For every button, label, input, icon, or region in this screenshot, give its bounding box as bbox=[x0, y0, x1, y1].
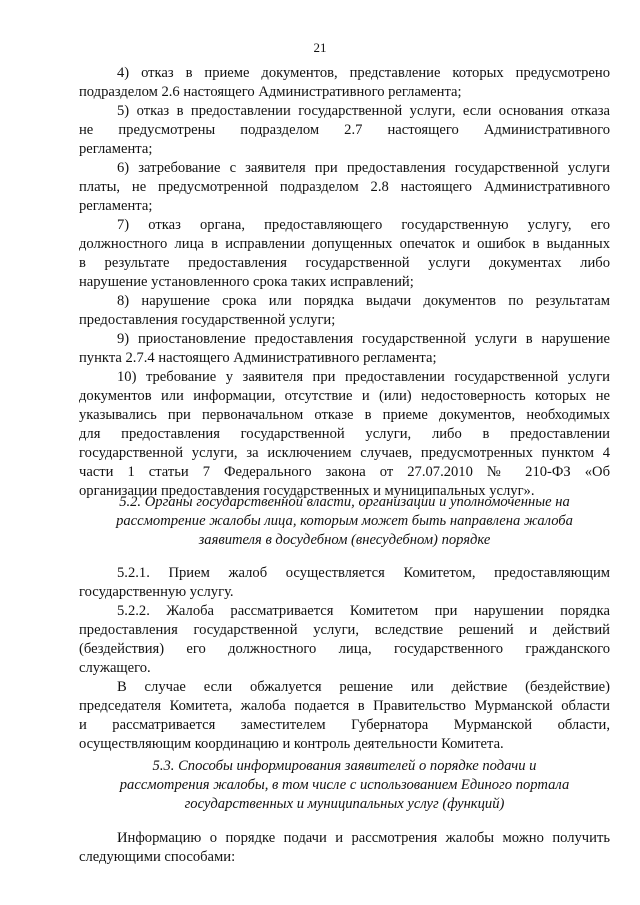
text-line: 5.2.2. Жалоба рассматривается Комитетом при нарушении порядка bbox=[117, 603, 610, 619]
paragraph bbox=[79, 602, 610, 678]
list-item bbox=[79, 330, 610, 368]
page-number: 21 bbox=[313, 40, 327, 55]
text-line: В случае если обжалуется решение или действие (бездействие) bbox=[117, 679, 610, 695]
text-line: 4) отказ в приеме документов, представление которых предусмотрено bbox=[117, 65, 610, 81]
section-heading-5-2 bbox=[79, 493, 610, 550]
text-line: государственную услугу. bbox=[79, 584, 234, 600]
text-line: Информацию о порядке подачи и рассмотрения жалобы можно получить bbox=[117, 830, 610, 846]
text-line: (бездействия) его должностного лица, государственного гражданского bbox=[79, 641, 610, 657]
section-heading-5-3 bbox=[79, 757, 610, 814]
paragraph bbox=[79, 564, 610, 602]
list-item bbox=[79, 216, 610, 292]
text-line: пункта 2.7.4 настоящего Административного регламента; bbox=[79, 350, 437, 366]
text-line: 8) нарушение срока или порядка выдачи документов по результатам bbox=[117, 293, 610, 309]
section-5-3-body bbox=[79, 829, 610, 867]
text-line: 7) отказ органа, предоставляющего государственную услугу, его bbox=[117, 217, 610, 233]
paragraph bbox=[79, 678, 610, 754]
text-line: осуществляющим координацию и контроль деятельности Комитета. bbox=[79, 736, 504, 752]
text-line: подразделом 2.6 настоящего Административного регламента; bbox=[79, 84, 462, 100]
paragraph bbox=[79, 829, 610, 867]
text-line: нарушение установленного срока таких исправлений; bbox=[79, 274, 414, 290]
text-line: председателя Комитета, жалоба подается в Правительство Мурманской области bbox=[79, 698, 610, 714]
text-line: 6) затребование с заявителя при предоставления государственной услуги bbox=[117, 160, 610, 176]
heading-line: государственных и муниципальных услуг (функций) bbox=[184, 796, 505, 812]
text-line: должностного лица в исправлении допущенных опечаток и ошибок в выданных bbox=[79, 236, 610, 252]
text-line: 5.2.1. Прием жалоб осуществляется Комитетом, предоставляющим bbox=[117, 565, 610, 581]
heading-line: 5.2. Органы государственной власти, организации и уполномоченные на bbox=[119, 494, 570, 510]
text-line: не предусмотрены подразделом 2.7 настоящего Административного bbox=[79, 122, 610, 138]
list-item bbox=[79, 64, 610, 102]
list-item bbox=[79, 292, 610, 330]
text-line: 9) приостановление предоставления государственной услуги в нарушение bbox=[117, 331, 610, 347]
text-line: следующими способами: bbox=[79, 849, 236, 865]
heading-line: рассмотрение жалобы лица, которым может быть направлена жалоба bbox=[116, 513, 573, 529]
text-line: платы, не предусмотренной подразделом 2.8 настоящего Административного bbox=[79, 179, 610, 195]
list-item bbox=[79, 159, 610, 216]
section-5-2-body bbox=[79, 564, 610, 754]
text-line: для предоставления государственной услуги, либо в предоставлении bbox=[79, 426, 610, 442]
text-line: указывались при первоначальном отказе в приеме документов, необходимых bbox=[79, 407, 610, 423]
text-line: 5) отказ в предоставлении государственной услуги, если основания отказа bbox=[117, 103, 610, 119]
text-line: части 1 статьи 7 Федерального закона от 27.07.2010 № 210-ФЗ «Об bbox=[79, 464, 610, 480]
heading-line: 5.3. Способы информирования заявителей о порядке подачи и bbox=[152, 758, 537, 774]
text-line: предоставления государственной услуги, вследствие решений и действий bbox=[79, 622, 610, 638]
text-line: предоставления государственной услуги; bbox=[79, 312, 336, 328]
text-line: и рассматривается заместителем Губернатора Мурманской области, bbox=[79, 717, 610, 733]
text-line: организации предоставления государственных и муниципальных услуг». bbox=[79, 483, 535, 499]
text-line: документов или информации, отсутствие и (или) недостоверность которых не bbox=[79, 388, 610, 404]
list-item bbox=[79, 368, 610, 501]
heading-line: рассмотрения жалобы, в том числе с использованием Единого портала bbox=[119, 777, 570, 793]
text-line: государственной услуги, за исключением случаев, предусмотренных пунктом 4 bbox=[79, 445, 610, 461]
text-line: служащего. bbox=[79, 660, 151, 676]
heading-line: заявителя в досудебном (внесудебном) порядке bbox=[198, 532, 491, 548]
text-line: в результате предоставления государственной услуги документах либо bbox=[79, 255, 610, 271]
list-items bbox=[79, 64, 610, 501]
text-line: регламента; bbox=[79, 198, 153, 214]
list-item bbox=[79, 102, 610, 159]
text-line: 10) требование у заявителя при предоставлении государственной услуги bbox=[117, 369, 610, 385]
text-line: регламента; bbox=[79, 141, 153, 157]
